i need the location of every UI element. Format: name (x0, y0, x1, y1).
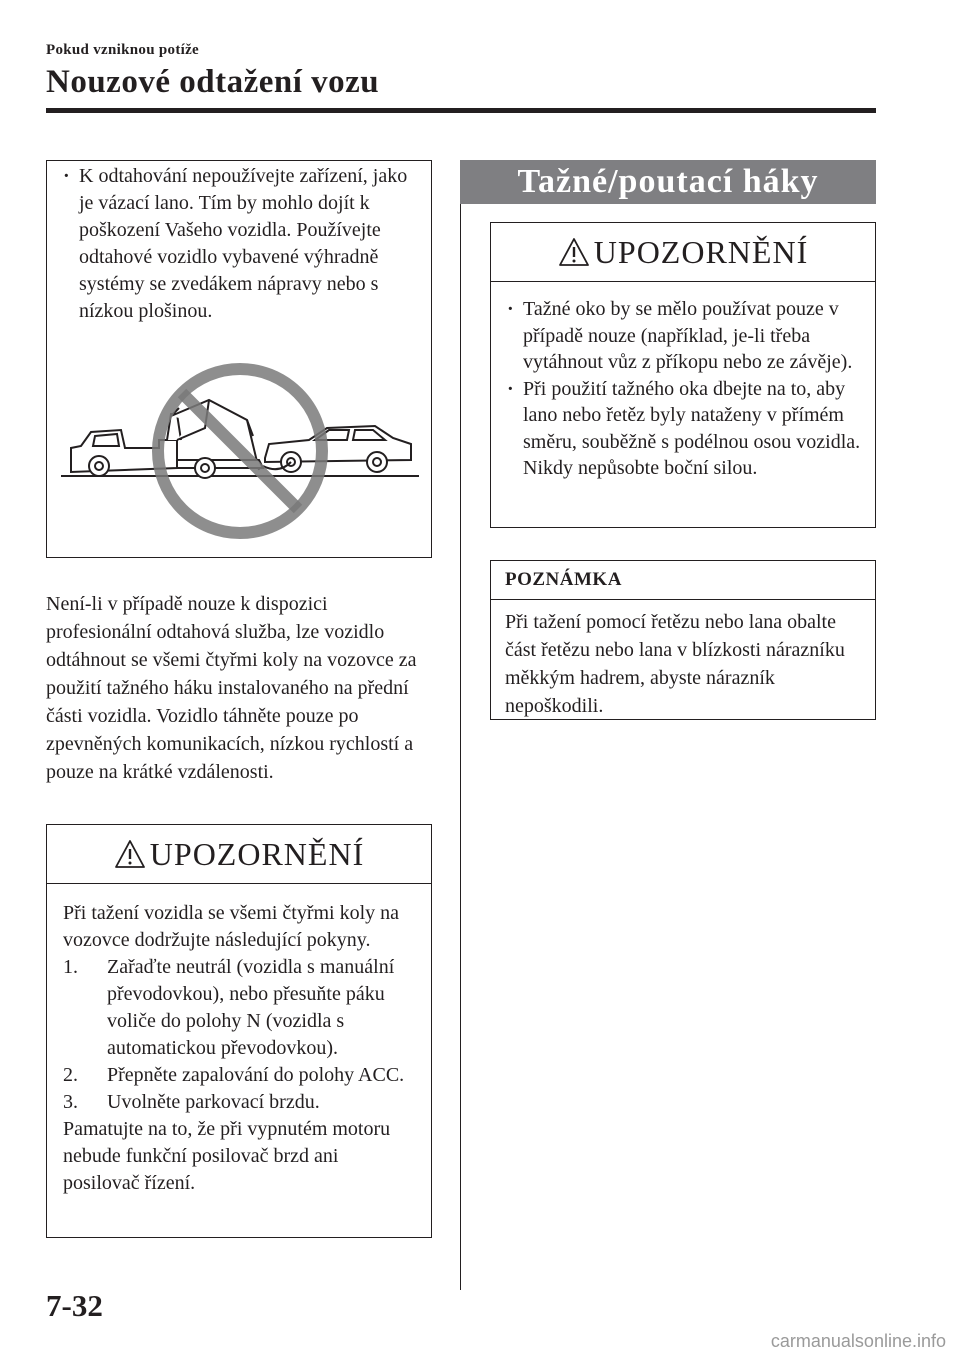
caution-step (63, 954, 413, 1062)
tow-warning-list (47, 163, 417, 325)
step-text: Uvolněte parkovací brzdu. (107, 1091, 320, 1113)
section-label: Pokud vzniknou potíže (46, 42, 200, 58)
caution-intro: Při tažení vozidla se všemi čtyřmi koly na vozovce dodržujte následující pokyny. (63, 902, 400, 951)
step-number: 1. (63, 956, 78, 978)
caution-header (47, 825, 431, 884)
caution-step (63, 1062, 413, 1089)
caution-item: · Tažné oko by se mělo používat pouze v případě nouze (například, je-li třeba vytáhnout vůz z příkopu nebo ze závěje). (491, 296, 867, 376)
caution-box-right (490, 222, 876, 528)
warning-triangle-icon (558, 237, 590, 267)
caution-item: · Při použití tažného oka dbejte na to, aby lano nebo řetěz byly nataženy v přímém směru, souběžně s podélnou osou vozidla. Nikdy nepůsobte boční silou. (491, 376, 867, 482)
caution-box-left (46, 824, 432, 1238)
tow-warning-item: · K odtahování nepoužívejte zařízení, jako je vázací lano. Tím by mohlo dojít k poškození Vašeho vozidla. Používejte odtahové vozidlo vybavené výhradně systémy se zvedákem nápravy nebo s nízkou plošinou. (47, 163, 417, 325)
step-text: Přepněte zapalování do polohy ACC. (107, 1064, 405, 1086)
caution-step (63, 1089, 413, 1116)
warning-triangle-icon (114, 839, 146, 869)
tow-warning-box (46, 160, 432, 558)
caution-steps (63, 954, 413, 1116)
title-rule (46, 108, 876, 113)
section-banner: Tažné/poutací háky (460, 160, 876, 204)
no-tow-rope-prohibition-icon (59, 356, 421, 546)
caution-header (491, 223, 875, 282)
intro-paragraph: Není-li v případě nouze k dispozici profesionální odtahová služba, lze vozidlo odtáhnout se všemi čtyřmi koly na vozovce za použití tažného háku instalovaného na přední části vozidla. Vozidlo táhněte pouze po zpevněných komunikacích, nízkou rychlostí a pouze na krátké vzdálenosti. (46, 593, 417, 783)
note-title: POZNÁMKA (491, 561, 875, 600)
note-text: Při tažení pomocí řetězu nebo lana obalte část řetězu nebo lana v blízkosti nárazníku měkkým hadrem, abyste nárazník nepoškodili. (505, 611, 845, 717)
note-box (490, 560, 876, 720)
page-number: 7-32 (46, 1288, 103, 1323)
caution-title: UPOZORNĚNÍ (593, 233, 809, 270)
caution-outro: Pamatujte na to, že při vypnutém motoru nebude funkční posilovač brzd ani posilovač řízení. (63, 1118, 391, 1194)
watermark: carmanualsonline.info (770, 1331, 946, 1351)
caution-title: UPOZORNĚNÍ (149, 835, 365, 872)
caution-list (491, 282, 875, 482)
column-divider (460, 160, 461, 1290)
step-number: 3. (63, 1091, 78, 1113)
caution-body (47, 884, 431, 1197)
step-text: Zařaďte neutrál (vozidla s manuální převodovkou), nebo přesuňte páku voliče do polohy N (vozidla s automatickou převodovkou). (107, 956, 395, 1059)
step-number: 2. (63, 1064, 78, 1086)
page-title: Nouzové odtažení vozu (46, 64, 380, 100)
